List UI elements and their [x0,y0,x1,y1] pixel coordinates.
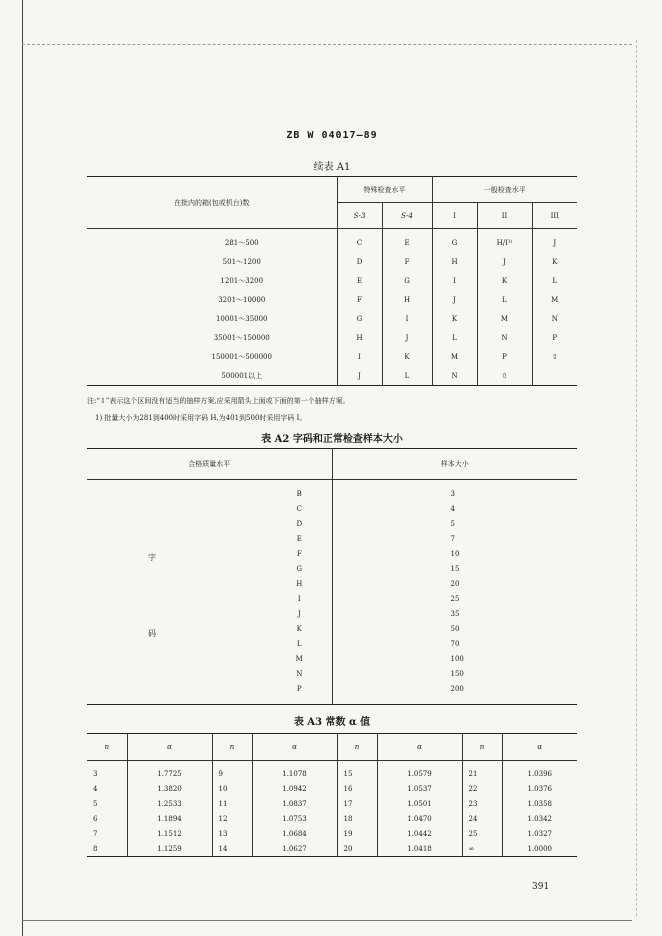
binding-line-left [22,0,23,936]
alpha-value: 1.0753 [252,811,337,826]
code-cell: H [432,252,477,271]
table-a1 [87,176,577,386]
table-a1-header-lot: 在批内的箱(包或机台)数 [87,177,337,229]
code-cell: J [382,328,432,347]
table-row [87,811,577,826]
code-cell: C [337,229,382,253]
alpha-value: 1.0627 [252,841,337,857]
lot-range: 10001～35000 [215,314,268,323]
code-cell: H [337,328,382,347]
code-letter: M [295,654,303,663]
table-a1-header-special: 特殊检查水平 [337,177,432,203]
code-letter: I [297,594,301,603]
table-row [87,328,577,347]
lot-range: 35001～150000 [213,333,270,342]
table-a1-note: 注:“⇩”表示这个区间没有适当的抽样方案,应采用箭头上面或下面的第一个抽样方案。 [87,397,350,405]
table-a3 [87,733,577,857]
alpha-value: 1.0342 [502,811,577,826]
code-cell: I [337,347,382,366]
n-value: 20 [337,841,377,857]
sample-size: 100 [332,651,577,666]
table-row [87,841,577,857]
binding-line-right [636,40,637,916]
table-a3-caption: 表 A3 常数 α 值 [293,717,371,728]
alpha-value: 1.0537 [377,781,462,796]
table-row [87,309,577,328]
n-value: 14 [212,841,252,857]
alpha-value: 1.1512 [127,826,212,841]
code-letter: C [296,504,302,513]
sample-size: 10 [332,546,577,561]
code-letter: B [296,489,302,498]
table-a1-sub-header: S-4 [382,203,432,229]
sample-size: 35 [332,606,577,621]
code-cell: G [382,271,432,290]
n-value: ∞ [462,841,502,857]
alpha-value: 1.0837 [252,796,337,811]
sample-size: 4 [332,501,577,516]
code-letter: G [296,564,303,573]
sample-size: 15 [332,561,577,576]
arrow-up-icon: ⇧ [532,347,577,366]
table-row [87,347,577,366]
table-row [87,366,577,386]
code-label-char-2: 码 [148,629,156,638]
alpha-value: 1.2533 [127,796,212,811]
table-row [87,229,577,253]
lot-range: 1201～3200 [220,276,264,285]
code-cell: L [477,290,532,309]
code-cell: J [477,252,532,271]
code-cell: J [337,366,382,386]
document-code: ZB W 04017—89 [286,130,378,141]
n-value: 18 [337,811,377,826]
table-a2-header-left: 合格质量水平 [87,449,332,480]
code-cell: D [337,252,382,271]
code-letter: J [297,609,301,618]
code-cell: L [432,328,477,347]
sample-size: 150 [332,666,577,681]
table-a3-header-n: n [87,734,127,761]
table-a3-header-alpha: α [502,734,577,761]
code-cell: N [477,328,532,347]
code-cell: E [382,229,432,253]
n-value: 6 [93,814,98,823]
alpha-value: 1.0376 [502,781,577,796]
n-value: 25 [462,826,502,841]
code-cell: L [532,271,577,290]
alpha-value: 1.0684 [252,826,337,841]
sample-size: 70 [332,636,577,651]
alpha-value: 1.0442 [377,826,462,841]
alpha-value: 1.0358 [502,796,577,811]
alpha-value: 1.0396 [502,761,577,782]
code-cell: H/I¹⁾ [477,229,532,253]
code-cell: I [432,271,477,290]
code-label-cell [87,480,217,705]
lot-range: 501～1200 [222,257,261,266]
table-row [87,252,577,271]
code-cell: J [532,229,577,253]
table-a3-header-n: n [212,734,252,761]
n-value: 15 [337,761,377,782]
code-cell: M [532,290,577,309]
code-cell [532,366,577,386]
code-cell: M [477,309,532,328]
top-rule [22,44,632,45]
n-value: 8 [93,844,98,853]
alpha-value: 1.1259 [127,841,212,857]
table-a3-header-alpha: α [127,734,212,761]
table-row [87,271,577,290]
alpha-value: 1.1078 [252,761,337,782]
sample-size: 20 [332,576,577,591]
n-value: 17 [337,796,377,811]
code-cell: K [532,252,577,271]
table-row [87,480,577,502]
lot-range: 281～500 [224,238,259,247]
code-cell: F [382,252,432,271]
code-letter: D [296,519,303,528]
n-value: 12 [212,811,252,826]
code-label-char-1: 字 [148,553,156,562]
alpha-value: 1.0942 [252,781,337,796]
table-a3-header-n: n [337,734,377,761]
sample-size: 50 [332,621,577,636]
alpha-value: 1.0327 [502,826,577,841]
table-a1-caption: 续表 A1 [313,162,351,173]
code-letter: F [296,549,302,558]
alpha-value: 1.0579 [377,761,462,782]
code-cell: E [337,271,382,290]
n-value: 7 [93,829,98,838]
code-cell: J [432,290,477,309]
code-cell: L [382,366,432,386]
alpha-value: 1.0000 [502,841,577,857]
code-letter: E [296,534,302,543]
table-a1-footnote: 1) 批量大小为281到400时采用字码 H,为401到500时采用字码 I。 [95,414,307,422]
table-row [87,781,577,796]
bottom-rule [22,920,632,921]
table-row [87,826,577,841]
table-a3-header-n: n [462,734,502,761]
code-cell: K [477,271,532,290]
arrow-up-icon: ⇧ [477,366,532,386]
sample-size: 200 [332,681,577,705]
code-cell: K [382,347,432,366]
lot-range: 500001以上 [221,371,263,380]
n-value: 16 [337,781,377,796]
table-a1-sub-header: II [477,203,532,229]
n-value: 4 [93,784,98,793]
code-cell: F [337,290,382,309]
alpha-value: 1.0470 [377,811,462,826]
n-value: 13 [212,826,252,841]
page-number: 391 [532,882,550,892]
code-cell: N [432,366,477,386]
table-a3-header-alpha: α [377,734,462,761]
n-value: 24 [462,811,502,826]
lot-range: 3201～10000 [218,295,266,304]
table-a1-sub-header: III [532,203,577,229]
alpha-value: 1.0501 [377,796,462,811]
code-letter: N [296,669,303,678]
table-a1-sub-header: S-3 [337,203,382,229]
n-value: 10 [212,781,252,796]
alpha-value: 1.7725 [127,761,212,782]
n-value: 21 [462,761,502,782]
sample-size: 7 [332,531,577,546]
n-value: 11 [212,796,252,811]
n-value: 22 [462,781,502,796]
n-value: 23 [462,796,502,811]
code-cell: G [337,309,382,328]
n-value: 19 [337,826,377,841]
alpha-value: 1.1894 [127,811,212,826]
code-letter: P [296,684,302,693]
sample-size: 3 [332,480,577,502]
code-cell: I [382,309,432,328]
code-cell: K [432,309,477,328]
table-row [87,796,577,811]
table-a3-header-alpha: α [252,734,337,761]
code-cell: N [532,309,577,328]
table-a2-header-right: 样本大小 [332,449,577,480]
table-a1-header-general: 一般检查水平 [432,177,577,203]
alpha-value: 1.0418 [377,841,462,857]
code-cell: M [432,347,477,366]
n-value: 5 [93,799,98,808]
code-cell: P [532,328,577,347]
table-a2 [87,448,577,705]
sample-size: 25 [332,591,577,606]
n-value: 3 [93,769,98,778]
table-row [87,290,577,309]
alpha-value: 1.3820 [127,781,212,796]
lot-range: 150001～500000 [211,352,272,361]
code-letter: L [296,639,302,648]
code-cell: P [477,347,532,366]
table-row [87,761,577,782]
sample-size: 5 [332,516,577,531]
code-cell: H [382,290,432,309]
code-cell: G [432,229,477,253]
code-letter: K [296,624,302,633]
n-value: 9 [212,761,252,782]
table-a2-caption: 表 A2 字码和正常检查样本大小 [261,434,403,445]
table-a1-sub-header: I [432,203,477,229]
code-letter: H [296,579,303,588]
